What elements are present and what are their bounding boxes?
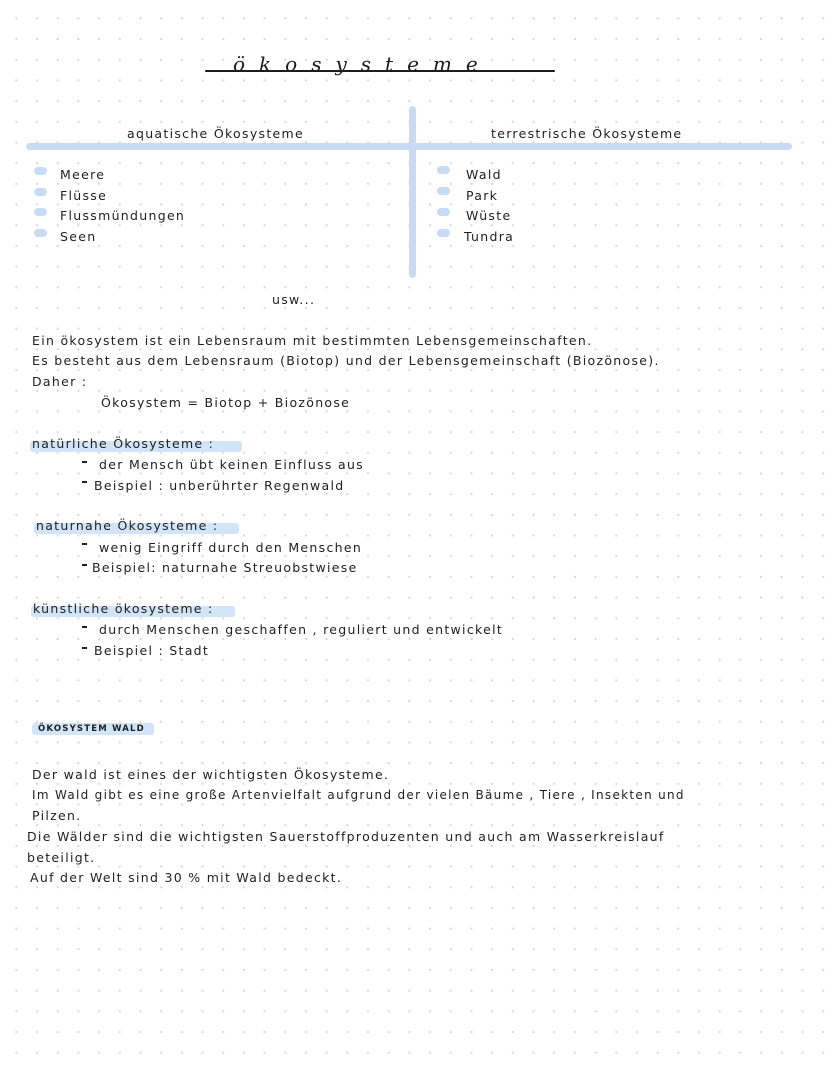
wald-line: Im Wald gibt es eine große Artenvielfalt aufgrund der vielen Bäume , Tiere , Insekten und xyxy=(32,788,685,802)
section-heading: natürliche Ökosysteme : xyxy=(32,436,215,451)
right-column-heading: terrestrische Ökosysteme xyxy=(491,126,683,141)
section-point: Beispiel: naturnahe Streuobstwiese xyxy=(92,560,358,575)
section-heading: künstliche ökosysteme : xyxy=(33,601,214,616)
list-item: Seen xyxy=(60,229,97,244)
dash-icon xyxy=(82,543,87,545)
dash-icon xyxy=(82,461,87,463)
bullet-icon xyxy=(437,187,450,195)
section-point: durch Menschen geschaffen , reguliert und entwickelt xyxy=(99,622,504,637)
table-vertical-divider xyxy=(409,106,416,278)
bullet-icon xyxy=(437,166,450,174)
left-column-heading: aquatische Ökosysteme xyxy=(127,126,304,141)
bullet-icon xyxy=(34,167,47,175)
list-item: Meere xyxy=(60,167,106,182)
list-item: Wald xyxy=(466,167,502,182)
wald-line: Der wald ist eines der wichtigsten Ökosysteme. xyxy=(32,767,390,782)
wald-line: Die Wälder sind die wichtigsten Sauerstoffproduzenten und auch am Wasserkreislauf xyxy=(27,829,665,844)
section-point: wenig Eingriff durch den Menschen xyxy=(99,540,363,555)
etc-label: usw... xyxy=(272,292,316,307)
definition-line: Daher : xyxy=(32,374,88,389)
formula: Ökosystem = Biotop + Biozönose xyxy=(101,395,351,410)
page-title xyxy=(205,52,565,82)
list-item: Park xyxy=(466,188,499,203)
page-title-text: ökosysteme xyxy=(233,52,492,76)
wald-line: Pilzen. xyxy=(32,808,82,823)
section-point: Beispiel : Stadt xyxy=(94,643,210,658)
list-item: Tundra xyxy=(464,229,515,244)
dash-icon xyxy=(82,564,87,566)
bullet-icon xyxy=(437,208,450,216)
dash-icon xyxy=(82,647,87,649)
list-item: Wüste xyxy=(466,208,512,223)
bullet-icon xyxy=(34,208,47,216)
dash-icon xyxy=(82,481,87,483)
bullet-icon xyxy=(34,188,47,196)
section-point: Beispiel : unberührter Regenwald xyxy=(94,478,345,493)
section-heading: naturnahe Ökosysteme : xyxy=(36,518,219,533)
wald-line: Auf der Welt sind 30 % mit Wald bedeckt. xyxy=(30,870,343,885)
definition-line: Ein ökosystem ist ein Lebensraum mit bestimmten Lebensgemeinschaften. xyxy=(32,333,593,348)
bullet-icon xyxy=(437,229,450,237)
dash-icon xyxy=(82,626,87,628)
list-item: Flüsse xyxy=(60,188,108,203)
section-point: der Mensch übt keinen Einfluss aus xyxy=(99,457,364,472)
bullet-icon xyxy=(34,229,47,237)
wald-line: beteiligt. xyxy=(27,850,96,865)
list-item: Flussmündungen xyxy=(60,208,186,223)
definition-line: Es besteht aus dem Lebensraum (Biotop) und der Lebensgemeinschaft (Biozönose). xyxy=(32,353,660,368)
wald-heading: ÖKOSYSTEM WALD xyxy=(38,724,145,734)
